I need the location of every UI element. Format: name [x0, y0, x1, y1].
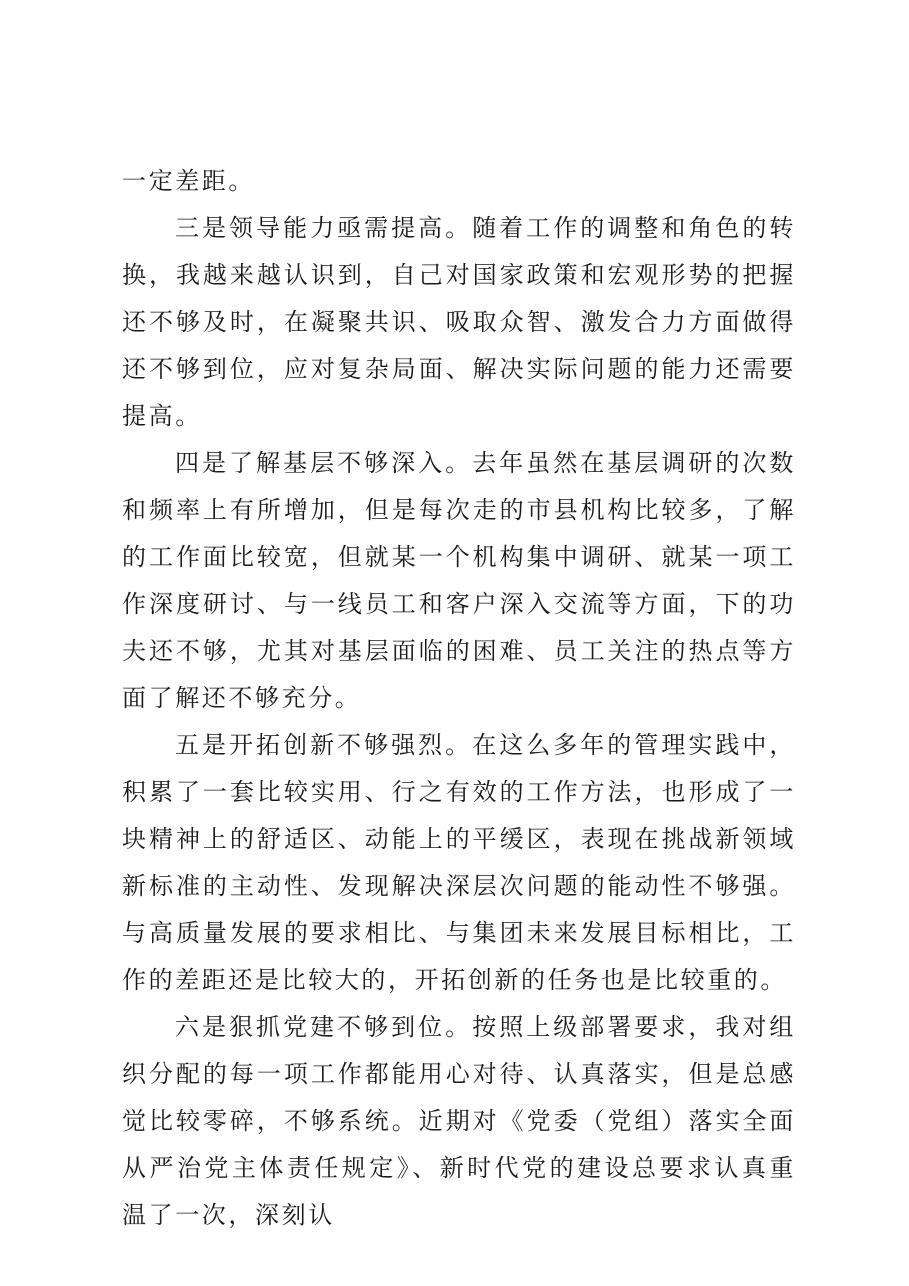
paragraph-continuation: 一定差距。	[122, 167, 255, 195]
paragraph-grassroots: 四是了解基层不够深入。去年虽然在基层调研的次数和频率上有所增加，但是每次走的市县机构比较多，了解的工作面比较宽，但就某一个机构集中调研、就某一项工作深度研讨、与一线员工和客户深入交流等方面，下的功夫还不够，尤其对基层面临的困难、员工关注的热点等方面了解还不够充分。	[122, 449, 796, 712]
paragraph-leadership: 三是领导能力亟需提高。随着工作的调整和角色的转换，我越来越认识到，自己对国家政策和宏观形势的把握还不够及时，在凝聚共识、吸取众智、激发合力方面做得还不够到位，应对复杂局面、解决实际问题的能力还需要提高。	[122, 214, 796, 430]
paragraph-innovation: 五是开拓创新不够强烈。在这么多年的管理实践中，积累了一套比较实用、行之有效的工作方法，也形成了一块精神上的舒适区、动能上的平缓区，表现在挑战新领域新标准的主动性、发现解决深层次问题的能动性不够强。与高质量发展的要求相比、与集团未来发展目标相比，工作的差距还是比较大的，开拓创新的任务也是比较重的。	[122, 731, 796, 994]
document-body	[122, 158, 796, 1239]
paragraph-party-building: 六是狠抓党建不够到位。按照上级部署要求，我对组织分配的每一项工作都能用心对待、认真落实，但是总感觉比较零碎，不够系统。近期对《党委（党组）落实全面从严治党主体责任规定》、新时代党的建设总要求认真重温了一次，深刻认	[122, 1013, 796, 1229]
